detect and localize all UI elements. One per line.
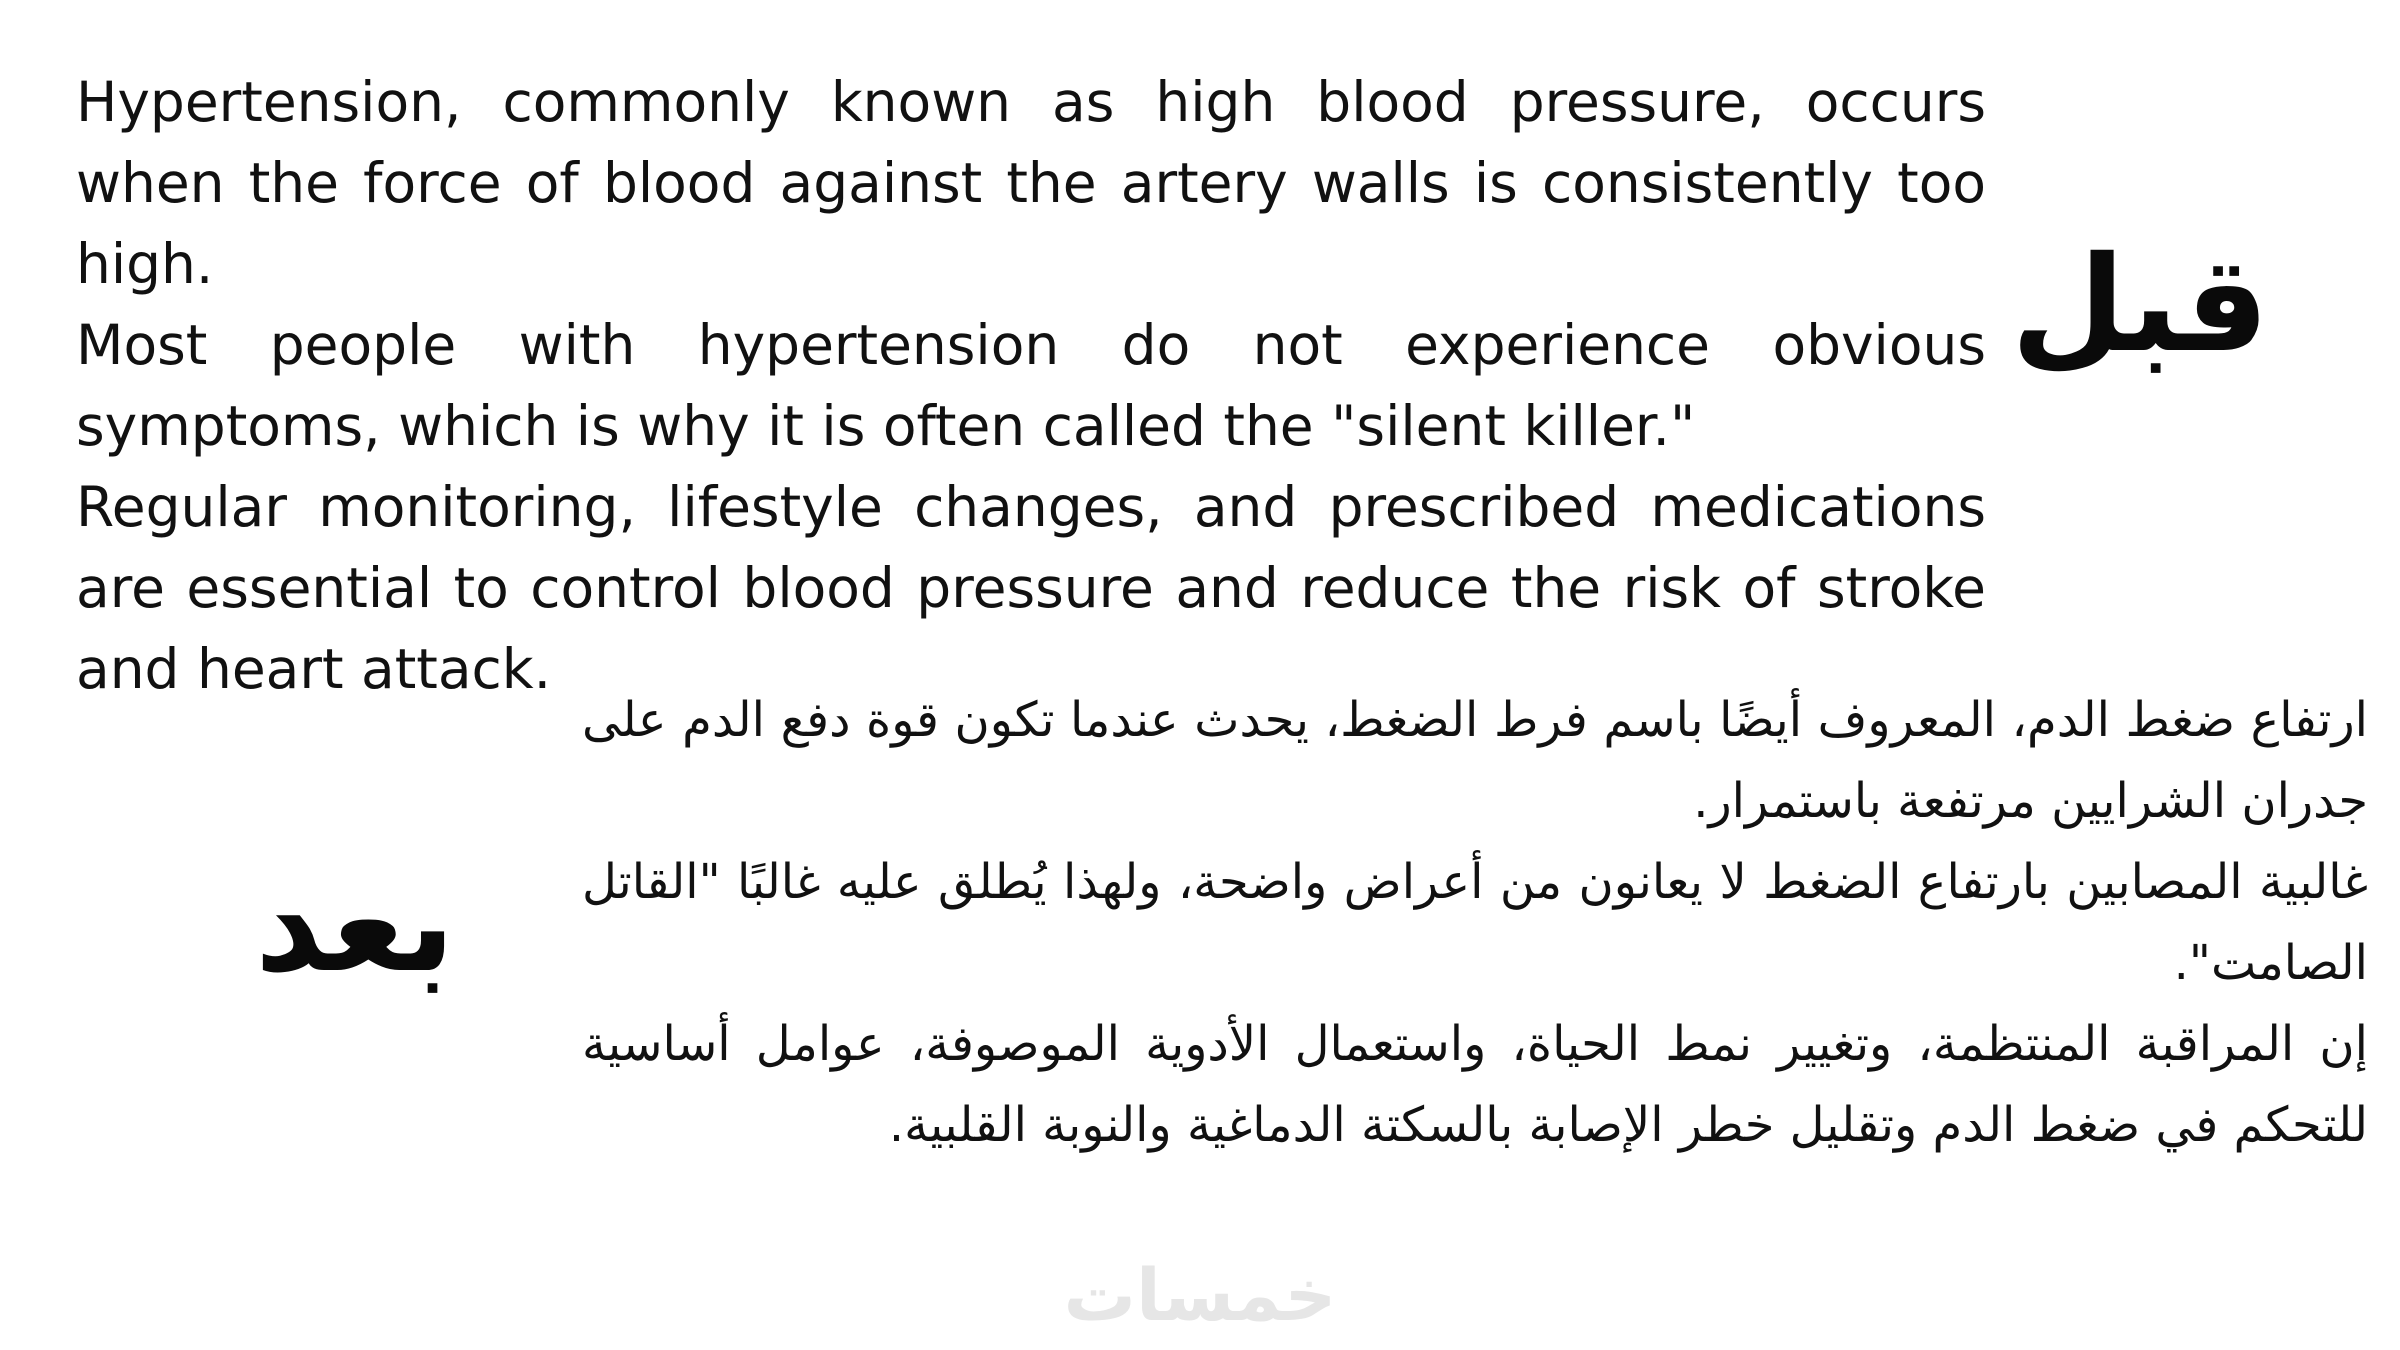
english-text-block (76, 62, 1986, 710)
before-label: قبل (2010, 228, 2270, 382)
arabic-paragraph-2: غالبية المصابين بارتفاع الضغط لا يعانون من أعراض واضحة، ولهذا يُطلق عليه غالبًا "القاتل الصامت". (582, 854, 2368, 991)
arabic-paragraph-3: إن المراقبة المنتظمة، وتغيير نمط الحياة، واستعمال الأدوية الموصوفة، عوامل أساسية للتحكم في ضغط الدم وتقليل خطر الإصابة بالسكتة الدماغية والنوبة القلبية. (582, 1016, 2368, 1153)
english-paragraph-2: Most people with hypertension do not experience obvious symptoms, which is why it is often called the "silent killer." (76, 313, 1986, 458)
after-label: بعد (254, 848, 456, 1002)
english-paragraph-3: Regular monitoring, lifestyle changes, and prescribed medications are essential to control blood pressure and reduce the risk of stroke and heart attack. (76, 475, 1986, 701)
arabic-paragraph-1: ارتفاع ضغط الدم، المعروف أيضًا باسم فرط الضغط، يحدث عندما تكون قوة دفع الدم على جدران الشرايين مرتفعة باستمرار. (582, 692, 2368, 829)
arabic-text-block (582, 680, 2368, 1166)
watermark-logo: خمسات (1063, 1253, 1337, 1337)
english-paragraph-1: Hypertension, commonly known as high blood pressure, occurs when the force of blood against the artery walls is consistently too high. (76, 70, 1986, 296)
